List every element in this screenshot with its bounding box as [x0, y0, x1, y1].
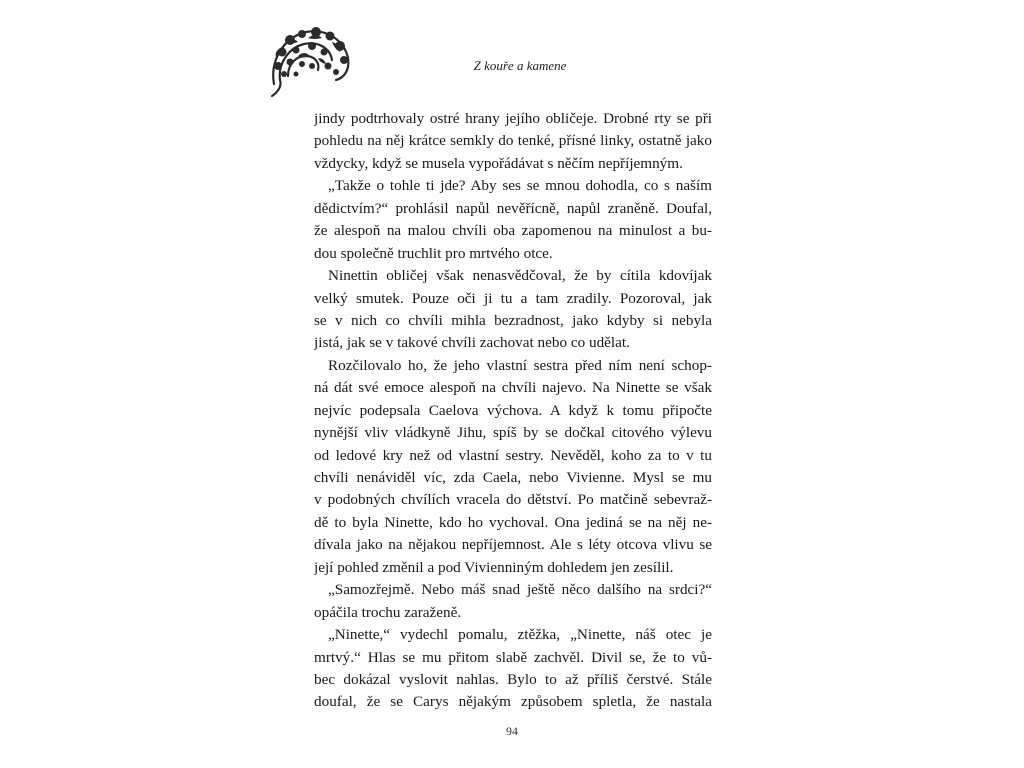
text-line: jindy podtrhovaly ostré hrany jejího obličeje. Drobné rty se při — [314, 110, 712, 127]
text-line: od ledové kry než od vlastní sestry. Nevěděl, koho za to v tu — [314, 446, 712, 464]
body-text — [314, 108, 712, 714]
text-line: dě to byla Ninette, kdo ho vychoval. Ona jediná se na něj ne- — [314, 513, 712, 531]
text-line: „Samozřejmě. Nebo máš snad ještě něco dalšího na srdci?“ — [328, 581, 712, 599]
text-line: opáčila trochu zaraženě. — [314, 603, 462, 621]
text-line: dědictvím?“ prohlásil napůl nevěřícně, napůl zraněně. Doufal, — [314, 199, 712, 217]
text-line: jistá, jak se v takové chvíli zachovat nebo co udělat. — [314, 334, 630, 352]
text-line: dívala jako na nějakou nepříjemnost. Ale s léty otcova vlivu se — [314, 536, 712, 554]
text-line: že alespoň na malou chvíli oba zapomenou na minulost a bu- — [314, 222, 712, 240]
text-line: nynější vliv vládkyně Jihu, spíš by se dočkal citového výlevu — [314, 424, 712, 442]
text-line: „Ninette,“ vydechl pomalu, ztěžka, „Ninette, náš otec je — [328, 626, 712, 644]
text-line: ná dát své emoce alespoň na chvíli najevo. Na Ninette se však — [314, 379, 712, 397]
running-header-title: Z kouře a kamene — [473, 58, 567, 73]
text-line: pohledu na něj krátce semkly do tenké, přísné linky, ostatně jako — [314, 132, 712, 150]
text-line: nejvíc podepsala Caelova výchova. A když k tomu připočte — [314, 401, 712, 419]
text-line: velký smutek. Pouze oči ji tu a tam zradily. Pozoroval, jak — [314, 289, 712, 307]
text-line: se v nich co chvíli mihla bezradnost, jako kdyby si nebyla — [314, 311, 712, 329]
floral-swirl-ornament-icon — [268, 22, 352, 102]
text-line: „Takže o tohle ti jde? Aby ses se mnou dohodla, co s naším — [328, 177, 712, 195]
text-line: chvíli nenáviděl víc, zda Caela, nebo Vivienne. Mysl se mu — [314, 469, 712, 486]
text-line: v podobných chvílích vracela do dětství. Po matčině sebevraž- — [314, 491, 712, 509]
text-line: její pohled změnil a pod Vivienniným dohledem jen zesílil. — [314, 558, 674, 576]
text-line: vždycky, když se musela vypořádávat s něčím nepříjemným. — [314, 154, 683, 172]
text-line: Rozčilovalo ho, že jeho vlastní sestra před ním není schop- — [328, 356, 712, 374]
text-line: mrtvý.“ Hlas se mu přitom slabě zachvěl. Divil se, že to vů- — [314, 648, 712, 666]
text-line: Ninettin obličej však nenasvědčoval, že by cítila kdovíjak — [328, 267, 712, 285]
text-line: bec dokázal vyslovit nahlas. Bylo to až příliš čerstvé. Stále — [314, 670, 712, 688]
text-line: doufal, že se Carys nějakým způsobem spletla, že nastala — [314, 693, 712, 711]
text-line: dou společně truchlit pro mrtvého otce. — [314, 244, 553, 262]
page-number: 94 — [506, 724, 518, 738]
